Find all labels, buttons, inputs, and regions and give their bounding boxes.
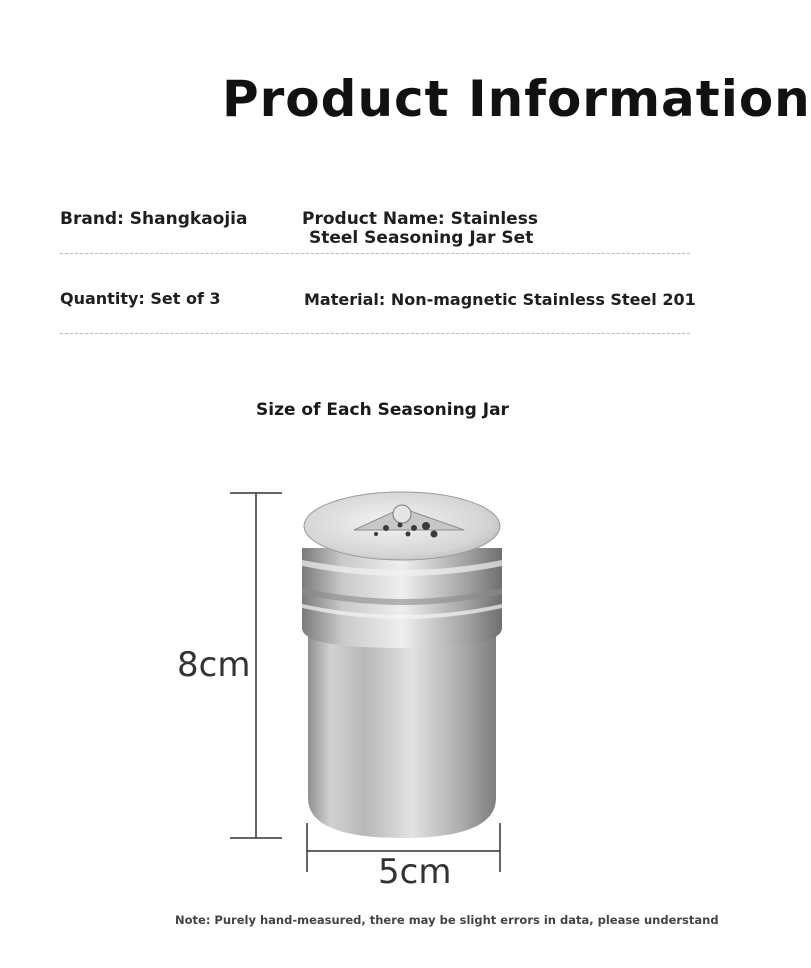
width-label: 5cm (378, 852, 452, 892)
measurement-note: Note: Purely hand-measured, there may be slight errors in data, please understand (175, 913, 719, 927)
size-section-title: Size of Each Seasoning Jar (256, 400, 509, 420)
seasoning-jar-image (296, 488, 508, 842)
quantity-text: Quantity: Set of 3 (60, 289, 221, 308)
material-text: Material: Non-magnetic Stainless Steel 201 (304, 290, 696, 309)
product-name-line2: Steel Seasoning Jar Set (309, 228, 534, 248)
product-name-line1: Product Name: Stainless (302, 209, 538, 229)
brand-text: Brand: Shangkaojia (60, 209, 248, 229)
page-title: Product Information (222, 70, 811, 128)
height-label: 8cm (177, 645, 251, 685)
